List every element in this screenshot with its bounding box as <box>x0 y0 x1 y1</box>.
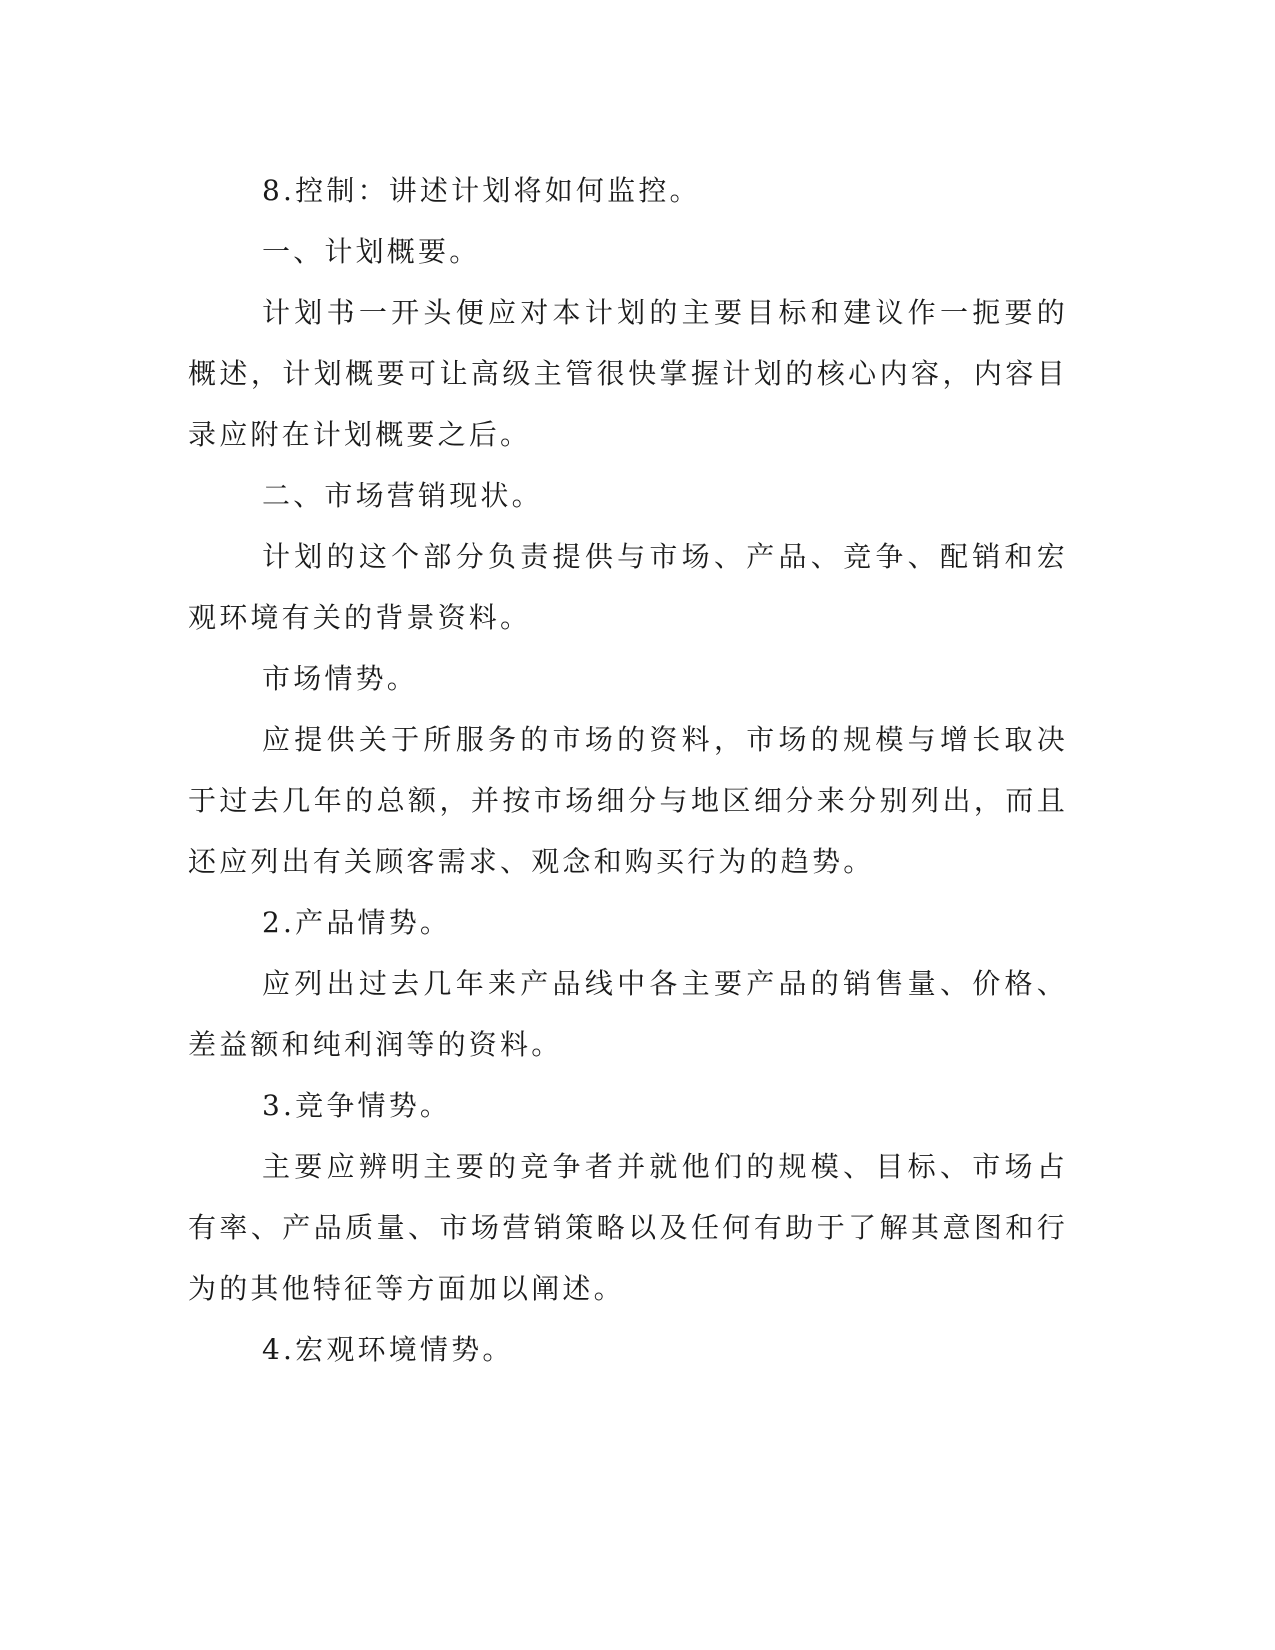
heading-product-situation: 2.产品情势。 <box>262 906 452 939</box>
heading-plan-summary: 一、计划概要。 <box>262 235 481 268</box>
document-body <box>188 160 1068 1380</box>
heading-macro-environment: 4.宏观环境情势。 <box>262 1333 514 1366</box>
paragraph-control: 8.控制：讲述计划将如何监控。 <box>262 174 701 207</box>
paragraph-competition-situation: 主要应辨明主要的竞争者并就他们的规模、目标、市场占有率、产品质量、市场营销策略以及任何有助于了解其意图和行为的其他特征等方面加以阐述。 <box>188 1150 1068 1305</box>
paragraph-market-situation: 应提供关于所服务的市场的资料，市场的规模与增长取决于过去几年的总额，并按市场细分与地区细分来分别列出，而且还应列出有关顾客需求、观念和购买行为的趋势。 <box>188 723 1068 878</box>
heading-market-situation: 市场情势。 <box>262 662 419 695</box>
paragraph-product-situation: 应列出过去几年来产品线中各主要产品的销售量、价格、差益额和纯利润等的资料。 <box>188 967 1068 1061</box>
paragraph-plan-summary: 计划书一开头便应对本计划的主要目标和建议作一扼要的概述，计划概要可让高级主管很快掌握计划的核心内容，内容目录应附在计划概要之后。 <box>188 296 1068 451</box>
paragraph-marketing-status: 计划的这个部分负责提供与市场、产品、竞争、配销和宏观环境有关的背景资料。 <box>188 540 1068 634</box>
heading-competition-situation: 3.竞争情势。 <box>262 1089 452 1122</box>
heading-marketing-status: 二、市场营销现状。 <box>262 479 543 512</box>
